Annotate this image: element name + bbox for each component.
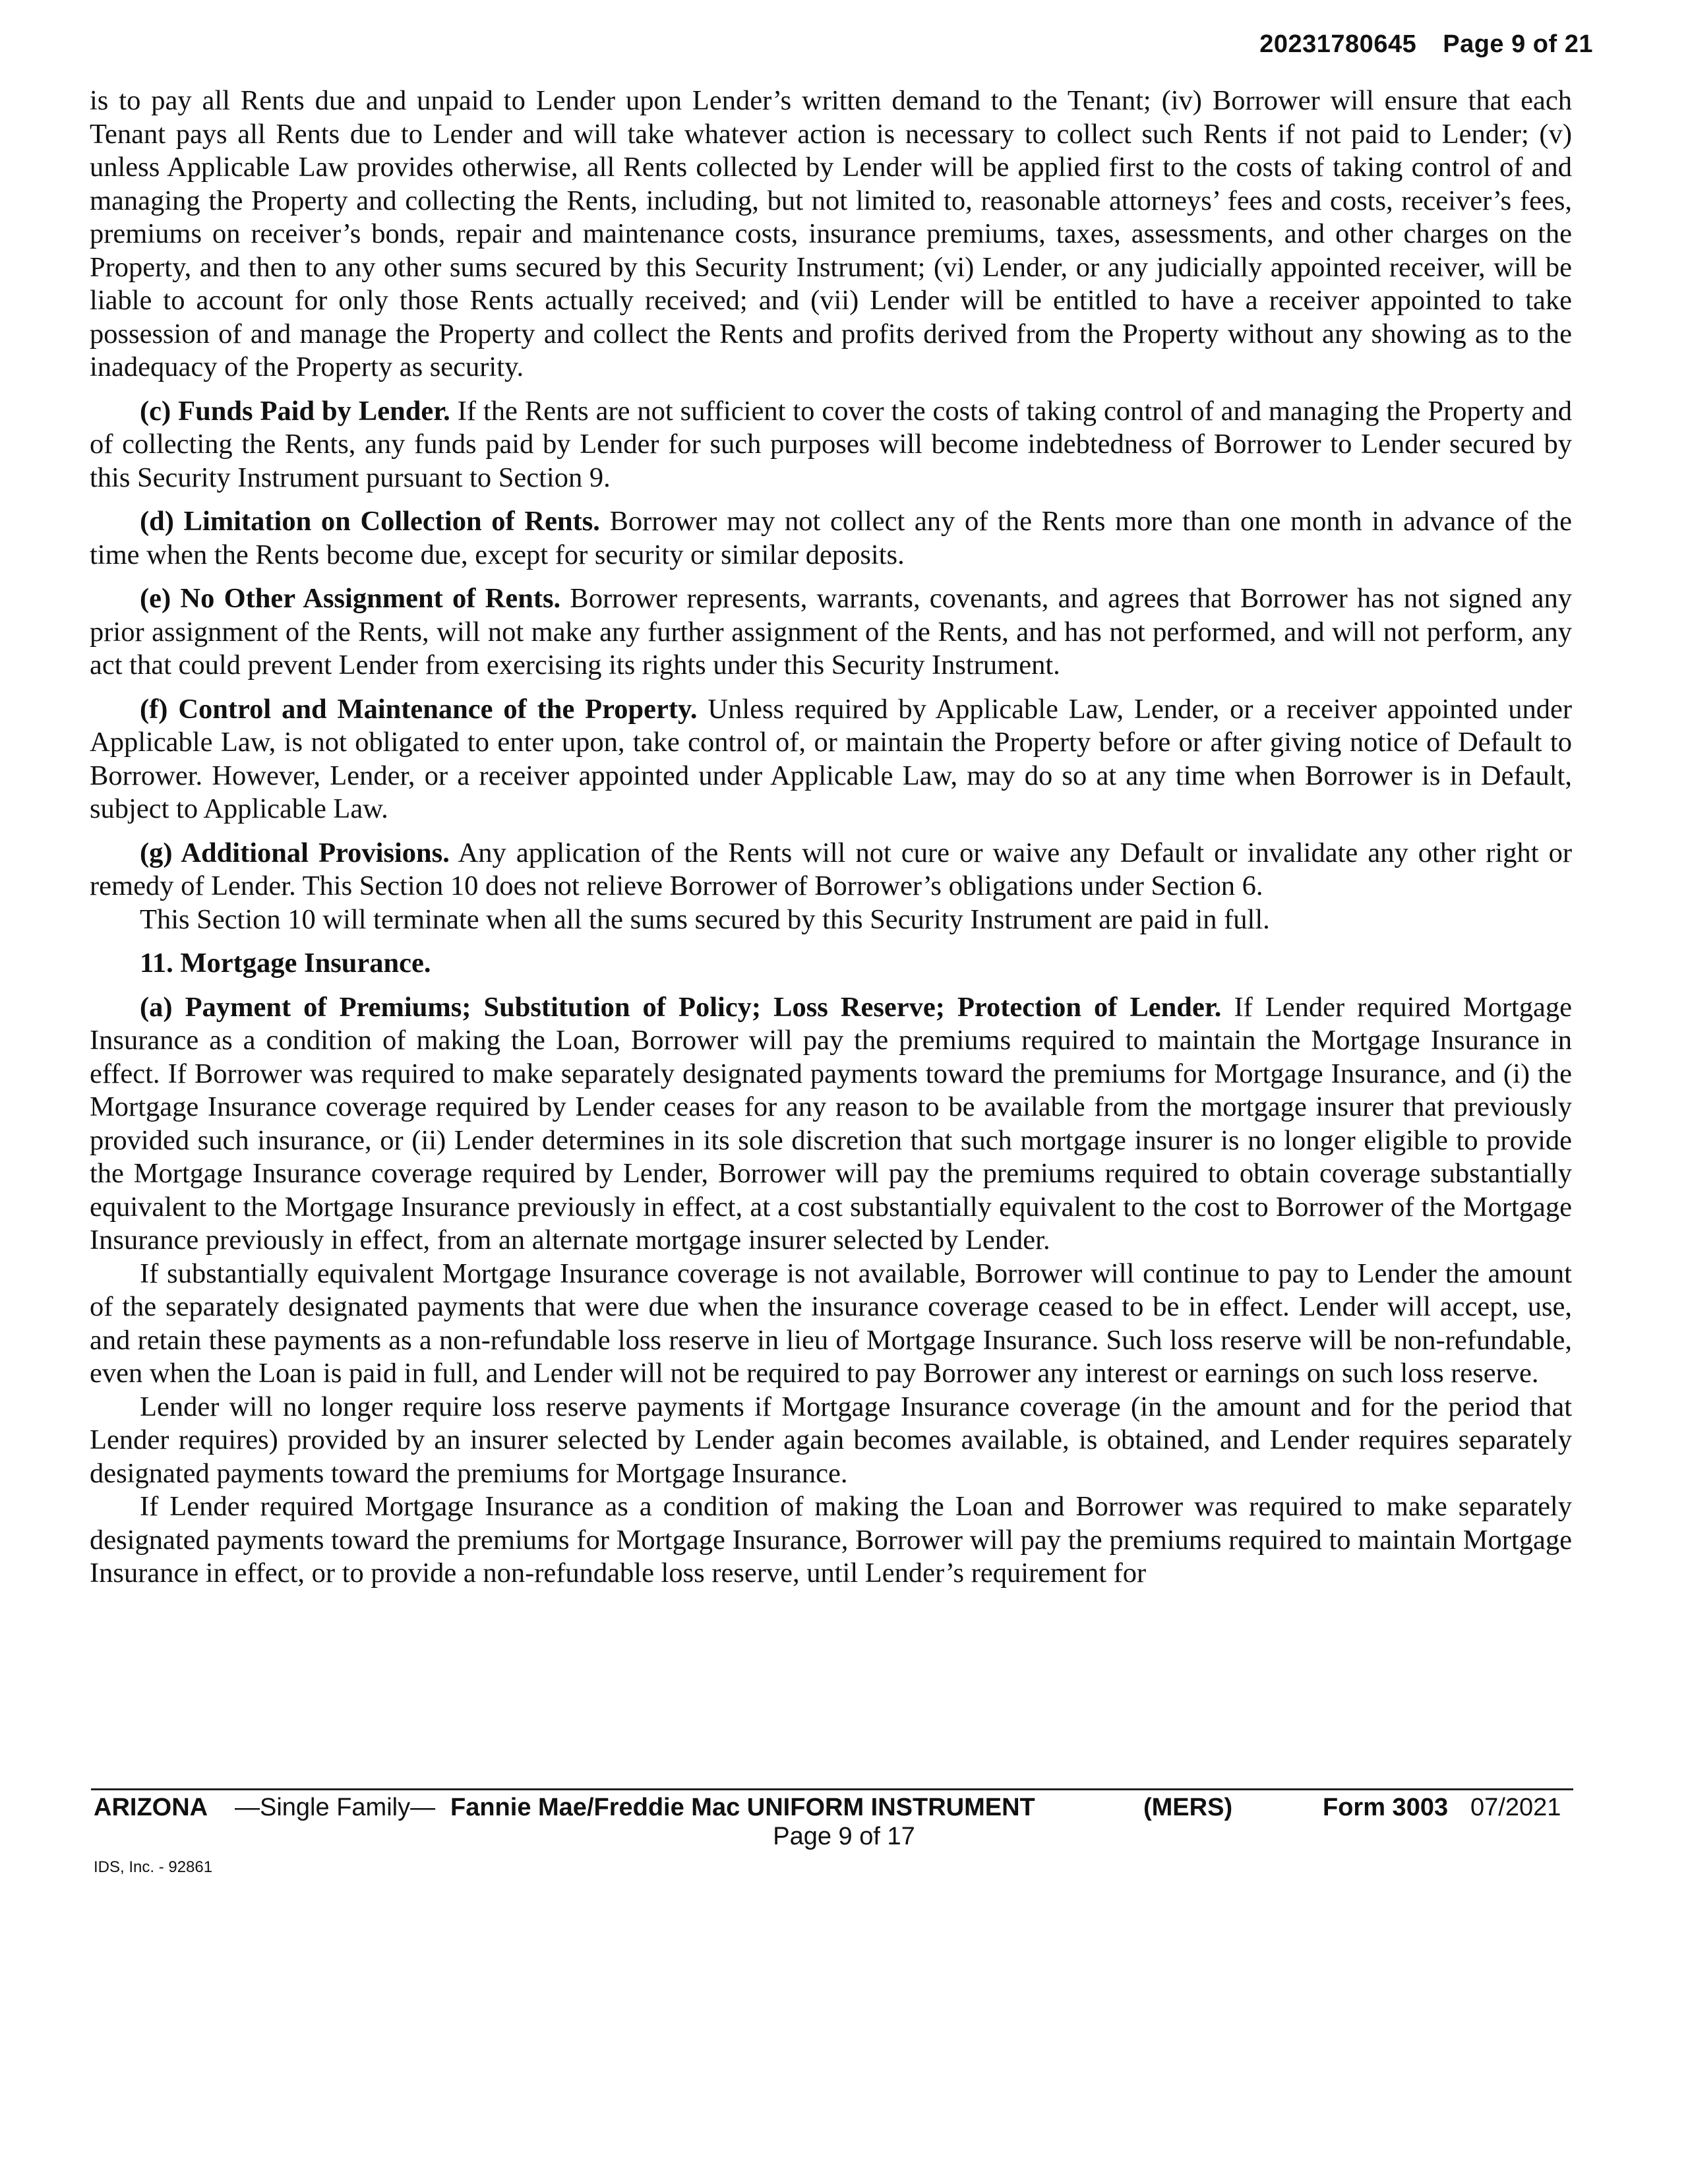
paragraph-section-10-termination: This Section 10 will terminate when all the sums secured by this Security Instrument are paid in full.: [140, 903, 1270, 935]
paragraph-loss-reserve-end: Lender will no longer require loss reserve payments if Mortgage Insurance coverage (in the amount and for the period that Lender requires) provided by an insurer selected by Lender again becomes available, is obtained, and Lender requires separately designated payments toward the premiums for Mortgage Insurance.: [90, 1391, 1572, 1489]
form-footer: [94, 1794, 1573, 1825]
footer-form-date: 07/2021: [1470, 1794, 1561, 1821]
footer-state: ARIZONA: [94, 1794, 208, 1821]
heading-limitation-collection: (d) Limitation on Collection of Rents.: [140, 506, 600, 537]
paragraph-no-other-assignment: (e) No Other Assignment of Rents. Borrower represents, warrants, covenants, and agrees that Borrower has not signed any prior assignment of the Rents, will not make any further assignment of the Rents, and has not performed, and will not perform, any act that could prevent Lender from exercising its rights under this Security Instrument.: [90, 583, 1572, 681]
footer-description: —Single Family—: [235, 1794, 436, 1821]
footer-ids-code: IDS, Inc. - 92861: [94, 1858, 213, 1876]
paragraph-limitation-collection: (d) Limitation on Collection of Rents. Borrower may not collect any of the Rents more than one month in advance of the time when the Rents become due, except for security or similar deposits.: [90, 506, 1572, 570]
footer-mers: (MERS): [1143, 1794, 1233, 1821]
paragraph-payment-of-premiums: (a) Payment of Premiums; Substitution of Policy; Loss Reserve; Protection of Lender. If Lender required Mortgage Insurance as a condition of making the Loan, Borrower will pay the premiums required to maintain the Mortgage Insurance in effect. If Borrower was required to make separately designated payments toward the premiums for Mortgage Insurance, and (i) the Mortgage Insurance coverage required by Lender ceases for any reason to be available from the mortgage insurer that previously provided such insurance, or (ii) Lender determines in its sole discretion that such mortgage insurer is no longer eligible to provide the Mortgage Insurance coverage required by Lender, Borrower will pay the premiums required to obtain coverage substantially equivalent to the Mortgage Insurance previously in effect, at a cost substantially equivalent to the cost to Borrower of the Mortgage Insurance previously in effect, from an alternate mortgage insurer selected by Lender.: [90, 991, 1573, 1256]
recording-number: 20231780645: [1259, 30, 1417, 58]
footer-form-number: Form 3003: [1323, 1794, 1449, 1821]
paragraph-additional-provisions: (g) Additional Provisions. Any application of the Rents will not cure or waive any Default or invalidate any other right or remedy of Lender. This Section 10 does not relieve Borrower of Borrower’s obligations under Section 6.: [90, 837, 1573, 901]
paragraph-funds-paid: (c) Funds Paid by Lender. If the Rents are not sufficient to cover the costs of taking control of and managing the Property and of collecting the Rents, any funds paid by Lender for such purposes will become indebtedness of Borrower to Lender secured by this Security Instrument pursuant to Section 9.: [90, 395, 1572, 493]
heading-funds-paid: (c) Funds Paid by Lender.: [140, 395, 450, 427]
footer-instrument: Fannie Mae/Freddie Mac UNIFORM INSTRUMENT: [450, 1794, 1035, 1821]
heading-control-maintenance: (f) Control and Maintenance of the Property.: [140, 693, 698, 725]
paragraph-lender-required: If Lender required Mortgage Insurance as a condition of making the Loan and Borrower was required to make separately designated payments toward the premiums for Mortgage Insurance, Borrower will pay the premiums required to maintain Mortgage Insurance in effect, or to provide a non-refundable loss reserve, until Lender’s requirement for: [90, 1491, 1572, 1589]
heading-additional-provisions: (g) Additional Provisions.: [140, 837, 450, 868]
heading-mortgage-insurance: 11. Mortgage Insurance.: [140, 948, 431, 979]
recording-page-label: Page 9 of 21: [1443, 30, 1593, 58]
paragraph-rents-continuation: is to pay all Rents due and unpaid to Lender upon Lender’s written demand to the Tenant; (iv) Borrower will ensure that each Tenant pays all Rents due to Lender and will take whatever action is necessary to collect such Rents if not paid to Lender; (v) unless Applicable Law provides otherwise, all Rents collected by Lender will be applied first to the costs of taking control of and managing the Property and collecting the Rents, including, but not limited to, reasonable attorneys’ fees and costs, receiver’s fees, premiums on receiver’s bonds, repair and maintenance costs, insurance premiums, taxes, assessments, and other charges on the Property, and then to any other sums secured by this Security Instrument; (vi) Lender, or any judicially appointed receiver, will be liable to account for only those Rents actually received; and (vii) Lender will be entitled to have a receiver appointed to take possession of and manage the Property and collect the Rents and profits derived from the Property without any showing as to the inadequacy of the Property as security.: [90, 85, 1572, 382]
paragraph-control-maintenance: (f) Control and Maintenance of the Property. Unless required by Applicable Law, Lender, or a receiver appointed under Applicable Law, is not obligated to enter upon, take control of, or maintain the Property before or after giving notice of Default to Borrower. However, Lender, or a receiver appointed under Applicable Law, may do so at any time when Borrower is in Default, subject to Applicable Law.: [90, 693, 1572, 824]
heading-no-other-assignment: (e) No Other Assignment of Rents.: [140, 583, 561, 614]
recording-header: [1259, 30, 1593, 59]
document-body: [90, 84, 1572, 1591]
footer-page-number: Page 9 of 17: [773, 1823, 915, 1850]
heading-payment-of-premiums: (a) Payment of Premiums; Substitution of Policy; Loss Reserve; Protection of Lender.: [140, 991, 1222, 1023]
paragraph-equivalent-coverage: If substantially equivalent Mortgage Insurance coverage is not available, Borrower will continue to pay to Lender the amount of the separately designated payments that were due when the insurance coverage ceased to be in effect. Lender will accept, use, and retain these payments as a non-refundable loss reserve in lieu of Mortgage Insurance. Such loss reserve will be non-refundable, even when the Loan is paid in full, and Lender will not be required to pay Borrower any interest or earnings on such loss reserve.: [90, 1258, 1572, 1389]
footer-divider: [91, 1788, 1573, 1790]
